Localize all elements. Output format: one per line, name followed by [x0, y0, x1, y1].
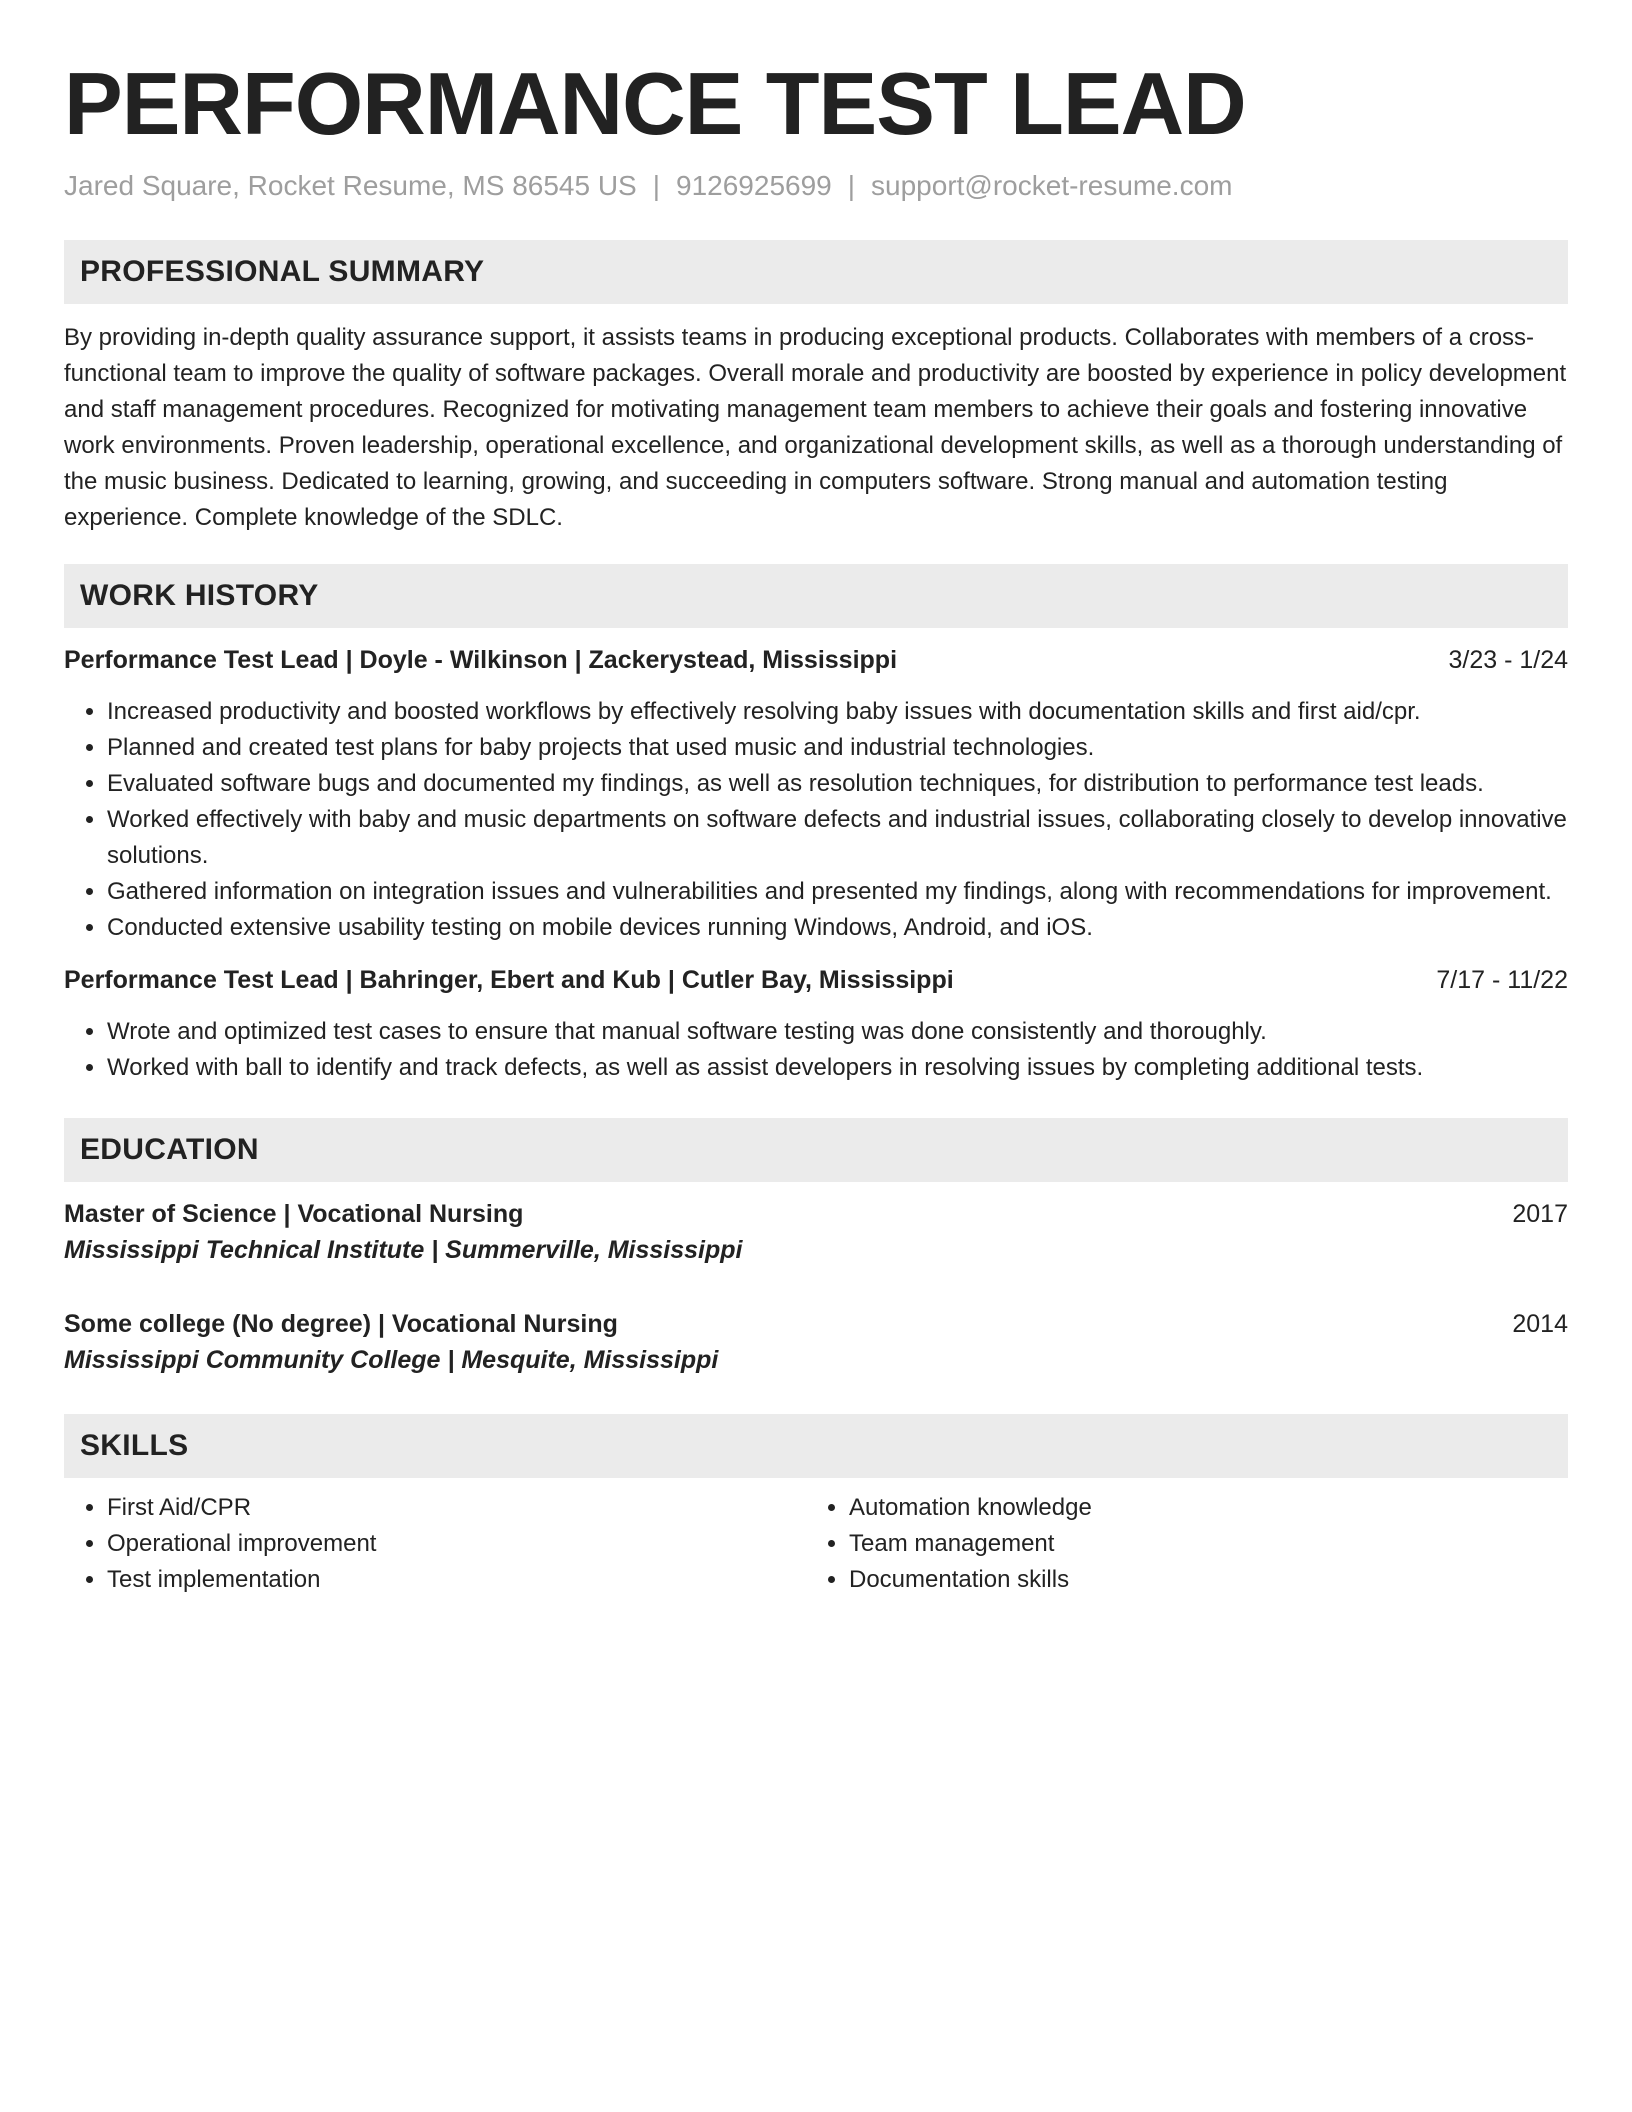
job-bullet-list: [64, 694, 1568, 946]
skills-list: [806, 1490, 1548, 1598]
job-entry: [64, 962, 1568, 1086]
job-bullet: • Worked effectively with baby and music departments on software defects and industrial issues, collaborating closely to develop innovative solutions.: [107, 802, 1568, 874]
job-dates: 3/23 - 1/24: [1448, 646, 1568, 674]
job-title: Performance Test Lead | Bahringer, Ebert and Kub | Cutler Bay, Mississippi: [64, 966, 954, 994]
section-heading-education: EDUCATION: [64, 1118, 1568, 1182]
education-header: [64, 1306, 1568, 1342]
education-school: Mississippi Technical Institute | Summerville, Mississippi: [64, 1236, 743, 1264]
job-bullet: • Planned and created test plans for baby projects that used music and industrial technologies.: [107, 730, 1568, 766]
education-year: 2017: [1512, 1200, 1568, 1228]
summary-text: By providing in-depth quality assurance support, it assists teams in producing exceptional products. Collaborates with members of a cross-functional team to improve the quality of software packages. Overall morale and productivity are boosted by experience in policy development and staff management procedures. Recognized for motivating management team members to achieve their goals and fostering innovative work environments. Proven leadership, operational excellence, and organizational development skills, as well as a thorough understanding of the music business. Dedicated to learning, growing, and succeeding in computers software. Strong manual and automation testing experience. Complete knowledge of the SDLC.: [64, 324, 1567, 531]
job-bullet: • Gathered information on integration issues and vulnerabilities and presented my findings, along with recommendations for improvement.: [107, 874, 1568, 910]
education-degree: Some college (No degree) | Vocational Nursing: [64, 1310, 618, 1338]
contact-email: support@rocket-resume.com: [871, 170, 1233, 201]
job-bullet: • Conducted extensive usability testing on mobile devices running Windows, Android, and iOS.: [107, 910, 1568, 946]
skill-item: • Test implementation: [107, 1562, 806, 1598]
job-bullet: • Worked with ball to identify and track defects, as well as assist developers in resolving issues by completing additional tests.: [107, 1050, 1568, 1086]
skill-item: • First Aid/CPR: [107, 1490, 806, 1526]
skills-column-right: [806, 1490, 1548, 1598]
job-header: [64, 962, 1568, 998]
contact-separator: |: [847, 170, 856, 201]
education-entry: [64, 1196, 1568, 1268]
skills-column-left: [64, 1490, 806, 1598]
contact-separator: |: [652, 170, 661, 201]
skill-item: • Team management: [849, 1526, 1548, 1562]
job-bullet: • Increased productivity and boosted workflows by effectively resolving baby issues with documentation skills and first aid/cpr.: [107, 694, 1568, 730]
contact-line: [64, 168, 1568, 204]
skill-item: • Automation knowledge: [849, 1490, 1548, 1526]
skill-item: • Operational improvement: [107, 1526, 806, 1562]
education-entry: [64, 1306, 1568, 1378]
education-year: 2014: [1512, 1310, 1568, 1338]
job-bullet-list: [64, 1014, 1568, 1086]
job-title: Performance Test Lead | Doyle - Wilkinson | Zackerystead, Mississippi: [64, 646, 898, 674]
section-heading-skills: SKILLS: [64, 1414, 1568, 1478]
skill-item: • Documentation skills: [849, 1562, 1548, 1598]
education-school: Mississippi Community College | Mesquite, Mississippi: [64, 1346, 719, 1374]
section-heading-work-history: WORK HISTORY: [64, 564, 1568, 628]
education-degree: Master of Science | Vocational Nursing: [64, 1200, 524, 1228]
job-bullet: • Wrote and optimized test cases to ensure that manual software testing was done consistently and thoroughly.: [107, 1014, 1568, 1050]
section-heading-summary: PROFESSIONAL SUMMARY: [64, 240, 1568, 304]
page-title: PERFORMANCE TEST LEAD: [64, 54, 1246, 153]
job-header: [64, 642, 1568, 678]
contact-phone: 9126925699: [676, 170, 832, 201]
contact-address: Jared Square, Rocket Resume, MS 86545 US: [64, 170, 637, 201]
job-entry: [64, 642, 1568, 946]
skills-list: [64, 1490, 806, 1598]
education-header: [64, 1196, 1568, 1232]
job-dates: 7/17 - 11/22: [1436, 966, 1568, 994]
job-bullet: • Evaluated software bugs and documented my findings, as well as resolution techniques, for distribution to performance test leads.: [107, 766, 1568, 802]
skills-grid: [64, 1490, 1568, 1598]
